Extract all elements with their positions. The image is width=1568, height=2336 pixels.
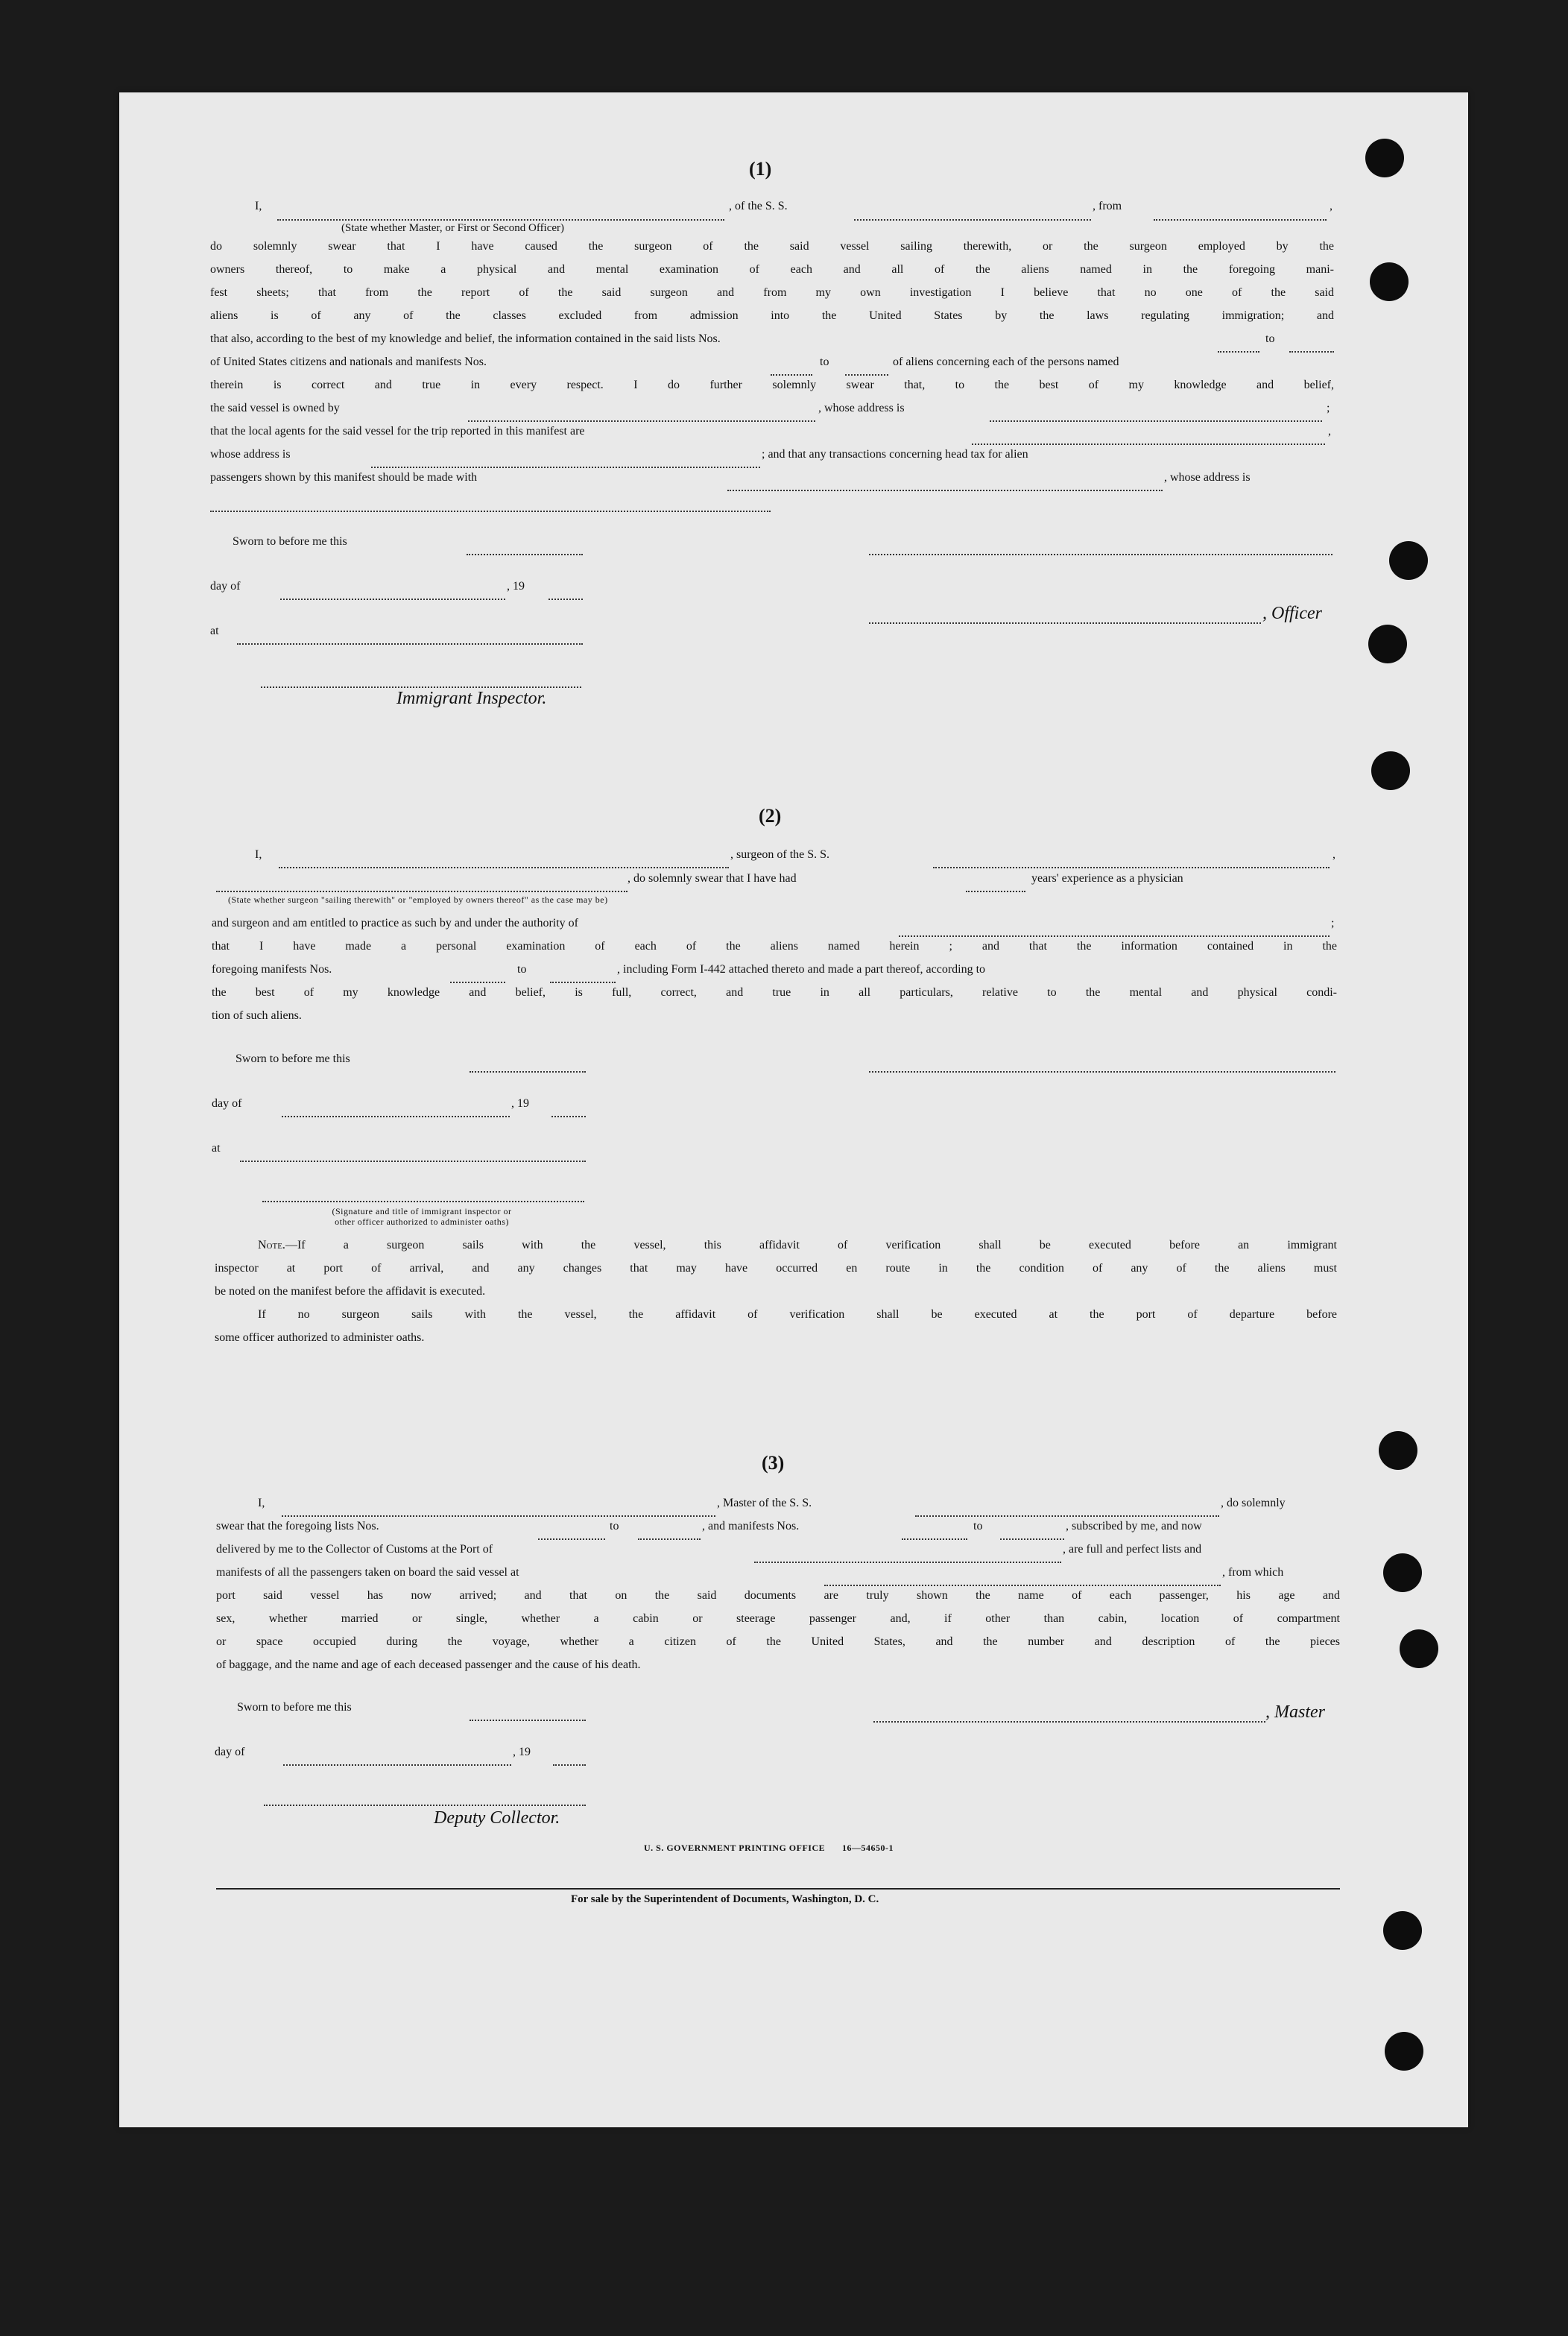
taken-on-board-label: manifests of all the passengers taken on board the said vessel at xyxy=(216,1566,519,1579)
manifests-rest: of aliens concerning each of the persons named xyxy=(893,356,1119,368)
note-text: —If a surgeon sails with the vessel, this affidavit of verification shall be executed before an immigrant xyxy=(285,1239,1337,1251)
from-port-field[interactable] xyxy=(1154,218,1327,221)
body-line: the best of my knowledge and belief, is full, correct, and true in all particulars, relative to the mental and physical condi- xyxy=(212,986,1337,999)
surgeon-manifests-from-field[interactable] xyxy=(450,981,505,983)
manifests-to-field[interactable] xyxy=(845,373,888,376)
owner-field[interactable] xyxy=(468,420,815,422)
body-line: port said vessel has now arrived; and that on the said documents are truly shown the name of each passenger, his age and xyxy=(216,1589,1340,1602)
year-label: , 19 xyxy=(511,1097,529,1110)
collector-label: delivered by me to the Collector of Customs at the Port of xyxy=(216,1543,493,1556)
gpo-imprint: U. S. GOVERNMENT PRINTING OFFICE xyxy=(644,1843,826,1853)
signature-caption-line: other officer authorized to administer oaths) xyxy=(335,1216,509,1227)
agent-address-label: whose address is xyxy=(210,448,291,461)
master-lists-from-field[interactable] xyxy=(538,1538,605,1540)
subscribed-label: , subscribed by me, and now xyxy=(1066,1520,1202,1532)
port-field[interactable] xyxy=(754,1561,1061,1563)
officer-signature-line-2[interactable] xyxy=(869,622,1261,624)
note-line: If no surgeon sails with the vessel, the affidavit of verification shall be executed at the port of departure before xyxy=(258,1308,1337,1321)
punch-hole xyxy=(1379,1431,1417,1470)
physician-label: years' experience as a physician xyxy=(1031,872,1183,885)
owned-by-label: the said vessel is owned by xyxy=(210,402,340,414)
form-i442-text: , including Form I-442 attached thereto and made a part thereof, according to xyxy=(617,963,986,976)
year-field[interactable] xyxy=(549,598,583,600)
section-2-body xyxy=(212,986,1337,1032)
month-field[interactable] xyxy=(283,1764,511,1766)
footer-rule xyxy=(216,1887,1340,1890)
body-line: that I have made a personal examination of each of the aliens named herein ; and that the information contained in the xyxy=(212,940,1337,953)
body-line: sex, whether married or single, whether a cabin or steerage passenger and, if other than cabin, location of compartment xyxy=(216,1612,1340,1625)
sworn-label: Sworn to before me this xyxy=(233,535,347,548)
lists-line: that also, according to the best of my knowledge and belief, the information contained in the said lists Nos. xyxy=(210,332,721,345)
head-tax-address-field[interactable] xyxy=(210,510,771,512)
sworn-label: Sworn to before me this xyxy=(235,1052,350,1065)
master-manifests-to-field[interactable] xyxy=(1000,1538,1064,1540)
day-of-label: day of xyxy=(215,1746,245,1758)
form-code: 16—54650-1 xyxy=(842,1843,894,1853)
punch-hole xyxy=(1383,1553,1422,1592)
lists-to-label: to xyxy=(1265,332,1275,345)
body-line: therein is correct and true in every respect. I do further solemnly swear that, to the best of my knowledge and belief, xyxy=(210,379,1334,391)
master-vessel-field[interactable] xyxy=(915,1515,1219,1517)
from-which-label: , from which xyxy=(1222,1566,1284,1579)
surgeon-manifests-to-field[interactable] xyxy=(550,981,616,983)
note-line xyxy=(258,1239,1337,1262)
master-label: , Master xyxy=(1265,1702,1325,1722)
officer-signature-line-1[interactable] xyxy=(869,553,1333,555)
at-label: at xyxy=(210,625,219,637)
surgeon-name-field[interactable] xyxy=(279,866,729,868)
head-tax-label: passengers shown by this manifest should be made with xyxy=(210,471,478,484)
body-line: tion of such aliens. xyxy=(212,1009,302,1022)
inspector-signature-line[interactable] xyxy=(262,1200,584,1202)
line-end: , xyxy=(1328,425,1331,438)
officer-label: , Officer xyxy=(1262,604,1322,623)
note-body xyxy=(215,1262,1337,1308)
foregoing-lists-label: swear that the foregoing lists Nos. xyxy=(216,1520,379,1532)
solemnly-label: , do solemnly xyxy=(1221,1497,1286,1509)
surgeon-i: I, xyxy=(255,848,262,861)
oath-i: I, xyxy=(255,200,262,212)
master-vessel-label: , Master of the S. S. xyxy=(717,1497,812,1509)
year-field[interactable] xyxy=(553,1764,586,1766)
body-line: or space occupied during the voyage, whether a citizen of the United States, and the number and description of the pieces xyxy=(216,1635,1340,1648)
departure-port-field[interactable] xyxy=(824,1584,1221,1586)
body-line: aliens is of any of the classes excluded from admission into the United States by the laws regulating immigration; and xyxy=(210,309,1334,322)
manifests-line: of United States citizens and nationals and manifests Nos. xyxy=(210,356,487,368)
owner-address-label: , whose address is xyxy=(818,402,905,414)
section-1-body xyxy=(210,240,1334,332)
lists-from-field[interactable] xyxy=(1218,350,1259,353)
punch-hole xyxy=(1371,751,1410,790)
punch-hole xyxy=(1365,139,1404,177)
punch-hole xyxy=(1383,1911,1422,1950)
at-label: at xyxy=(212,1142,221,1155)
signature-caption xyxy=(273,1206,571,1227)
owner-address-field[interactable] xyxy=(990,420,1322,422)
section-3-body xyxy=(216,1589,1340,1682)
surgeon-caption: (State whether surgeon "sailing therewith" or "employed by owners thereof" as the case may be) xyxy=(228,894,608,905)
surgeon-to-label: to xyxy=(517,963,527,976)
place-field[interactable] xyxy=(240,1160,586,1162)
month-field[interactable] xyxy=(282,1115,510,1117)
surgeon-signature-line[interactable] xyxy=(869,1070,1335,1073)
punch-hole xyxy=(1368,625,1407,663)
signature-caption-line: (Signature and title of immigrant inspector or xyxy=(332,1206,512,1216)
note-line: some officer authorized to administer oaths. xyxy=(215,1331,425,1344)
inspector-label: Immigrant Inspector. xyxy=(396,689,547,708)
punch-hole xyxy=(1385,2032,1423,2071)
lists-to-field[interactable] xyxy=(1289,350,1334,353)
section-1-body xyxy=(210,379,1334,402)
oath-intro-line xyxy=(255,200,262,213)
year-field[interactable] xyxy=(551,1115,586,1117)
section-3-heading: (3) xyxy=(762,1452,785,1474)
sworn-day-field[interactable] xyxy=(470,1070,586,1073)
officer-name-field[interactable] xyxy=(277,218,724,221)
vessel-name-field[interactable] xyxy=(854,218,1091,221)
agents-field[interactable] xyxy=(972,443,1325,445)
line-end: ; xyxy=(1331,917,1335,929)
punch-hole xyxy=(1389,541,1428,580)
punch-hole xyxy=(1370,262,1409,301)
master-lists-to-field[interactable] xyxy=(638,1538,701,1540)
body-line: of baggage, and the name and age of each deceased passenger and the cause of his death. xyxy=(216,1658,641,1671)
master-name-field[interactable] xyxy=(282,1515,715,1517)
from-label: , from xyxy=(1093,200,1122,212)
section-1-heading: (1) xyxy=(749,158,772,180)
agent-address-field[interactable] xyxy=(371,466,760,468)
and-manifests-label: , and manifests Nos. xyxy=(702,1520,800,1532)
lists-to-label: to xyxy=(610,1520,619,1532)
surgeon-vessel-label: , surgeon of the S. S. xyxy=(730,848,830,861)
manifests-from-field[interactable] xyxy=(771,373,812,376)
day-of-label: day of xyxy=(210,580,241,593)
head-tax-text: ; and that any transactions concerning head tax for alien xyxy=(762,448,1028,461)
body-line: fest sheets; that from the report of the said surgeon and from my own investigation I believe that no one of the said xyxy=(210,286,1334,299)
manifests-to-label: to xyxy=(820,356,829,368)
surgeon-status-field[interactable] xyxy=(216,890,627,892)
manifests-to-label: to xyxy=(973,1520,983,1532)
place-field[interactable] xyxy=(237,643,583,645)
line-end-comma: , xyxy=(1333,848,1335,861)
note-body xyxy=(258,1308,1337,1331)
day-of-label: day of xyxy=(212,1097,242,1110)
agents-label: that the local agents for the said vessel for the trip reported in this manifest are xyxy=(210,425,585,438)
years-experience-field[interactable] xyxy=(966,890,1025,892)
note-line: be noted on the manifest before the affidavit is executed. xyxy=(215,1285,486,1298)
line-end: ; xyxy=(1327,402,1330,414)
officer-caption: (State whether Master, or First or Second Officer) xyxy=(341,222,565,234)
deputy-signature-line[interactable] xyxy=(264,1804,586,1806)
sale-notice: For sale by the Superintendent of Documents, Washington, D. C. xyxy=(571,1893,879,1905)
sworn-day-field[interactable] xyxy=(467,553,583,555)
years-label: , do solemnly swear that I have had xyxy=(627,872,797,885)
body-line: owners thereof, to make a physical and mental examination of each and all of the aliens named in the foregoing mani- xyxy=(210,263,1334,276)
authority-field[interactable] xyxy=(899,935,1330,937)
vessel-label: , of the S. S. xyxy=(729,200,788,212)
section-2-body xyxy=(212,940,1337,963)
month-field[interactable] xyxy=(280,598,505,600)
line-end-comma: , xyxy=(1330,200,1333,212)
year-label: , 19 xyxy=(513,1746,531,1758)
authority-label: and surgeon and am entitled to practice as such by and under the authority of xyxy=(212,917,578,929)
foregoing-manifests-label: foregoing manifests Nos. xyxy=(212,963,332,976)
inspector-signature-line[interactable] xyxy=(261,686,581,688)
note-line: inspector at port of arrival, and any changes that may have occurred en route in the condition of any of the aliens must xyxy=(215,1262,1337,1275)
deputy-label: Deputy Collector. xyxy=(434,1808,560,1828)
section-2-heading: (2) xyxy=(759,805,782,827)
full-lists-label: , are full and perfect lists and xyxy=(1063,1543,1202,1556)
master-i: I, xyxy=(258,1497,265,1509)
body-line: do solemnly swear that I have caused the surgeon of the said vessel sailing therewith, or the surgeon employed by the xyxy=(210,240,1334,253)
sworn-day-field[interactable] xyxy=(470,1719,586,1721)
punch-hole xyxy=(1400,1629,1438,1668)
note-label: Note. xyxy=(258,1239,285,1251)
surgeon-vessel-field[interactable] xyxy=(933,866,1330,868)
year-label: , 19 xyxy=(507,580,525,593)
master-signature-line[interactable] xyxy=(873,1720,1265,1723)
head-tax-party-field[interactable] xyxy=(727,489,1163,491)
sworn-label: Sworn to before me this xyxy=(237,1701,352,1714)
master-manifests-from-field[interactable] xyxy=(902,1538,967,1540)
head-tax-address-label: , whose address is xyxy=(1164,471,1251,484)
